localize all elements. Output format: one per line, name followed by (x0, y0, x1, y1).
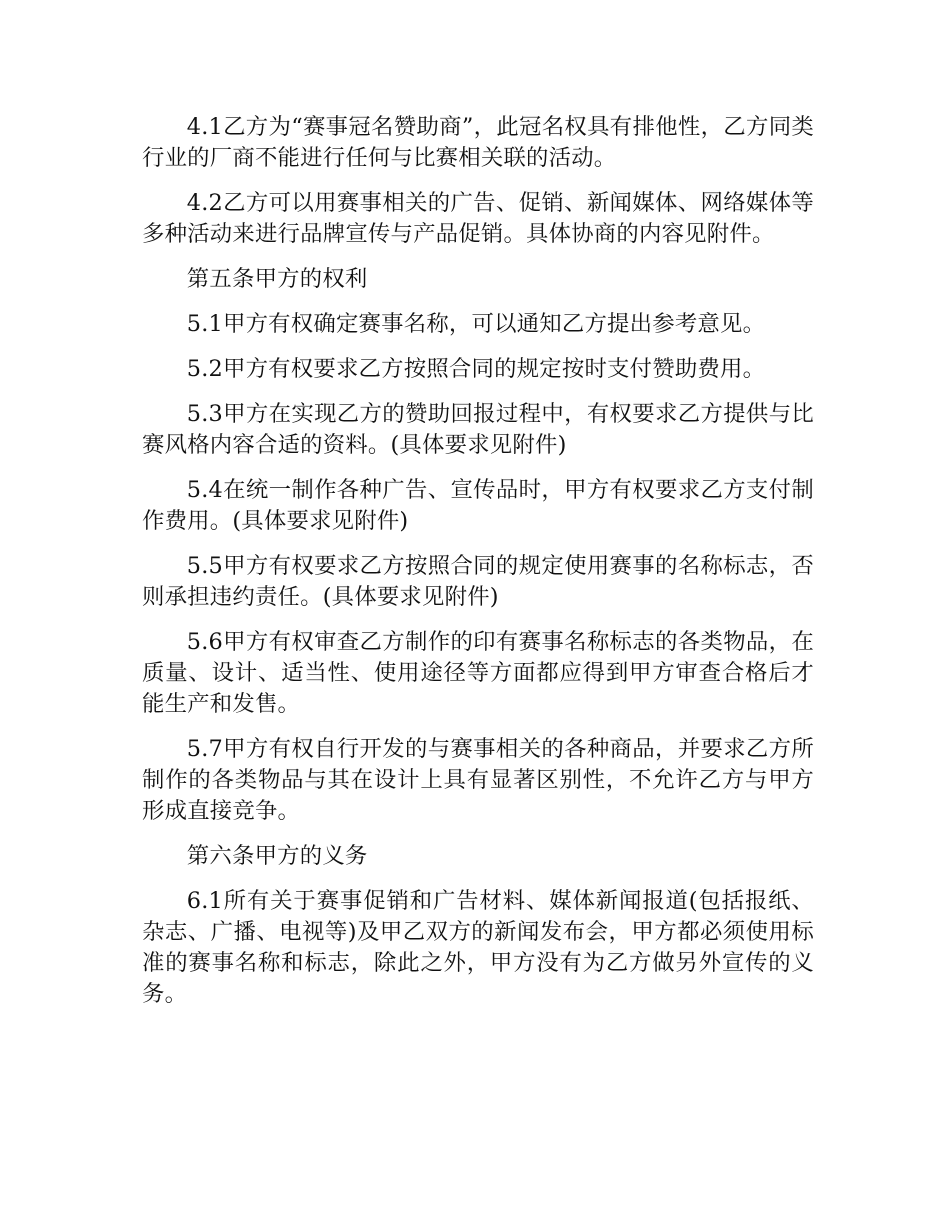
clause-5-5: 5.5甲方有权要求乙方按照合同的规定使用赛事的名称标志，否则承担违约责任。(具体要求见附件) (142, 553, 814, 610)
clause-5-6: 5.6甲方有权审查乙方制作的印有赛事名称标志的各类物品，在质量、设计、适当性、使用途径等方面都应得到甲方审查合格后才能生产和发售。 (142, 629, 814, 717)
document-page (142, 112, 814, 1024)
clause-4-2: 4.2乙方可以用赛事相关的广告、促销、新闻媒体、网络媒体等多种活动来进行品牌宣传与产品促销。具体协商的内容见附件。 (142, 190, 814, 247)
clause-5-3: 5.3甲方在实现乙方的赞助回报过程中，有权要求乙方提供与比赛风格内容合适的资料。(具体要求见附件) (142, 401, 814, 458)
clause-6-1: 6.1所有关于赛事促销和广告材料、媒体新闻报道(包括报纸、杂志、广播、电视等)及甲乙双方的新闻发布会，甲方都必须使用标准的赛事名称和标志，除此之外，甲方没有为乙方做另外宣传的义务。 (142, 888, 814, 1007)
clause-5-7: 5.7甲方有权自行开发的与赛事相关的各种商品，并要求乙方所制作的各类物品与其在设计上具有显著区别性，不允许乙方与甲方形成直接竞争。 (142, 736, 814, 824)
article-5-heading: 第五条甲方的权利 (186, 266, 368, 292)
clause-5-1: 5.1甲方有权确定赛事名称，可以通知乙方提出参考意见。 (186, 311, 766, 337)
article-6-heading: 第六条甲方的义务 (186, 843, 368, 869)
clause-4-1: 4.1乙方为“赛事冠名赞助商”，此冠名权具有排他性，乙方同类行业的厂商不能进行任何与比赛相关联的活动。 (142, 114, 814, 171)
clause-5-4: 5.4在统一制作各种广告、宣传品时，甲方有权要求乙方支付制作费用。(具体要求见附件) (142, 477, 814, 534)
clause-5-2: 5.2甲方有权要求乙方按照合同的规定按时支付赞助费用。 (186, 356, 766, 382)
